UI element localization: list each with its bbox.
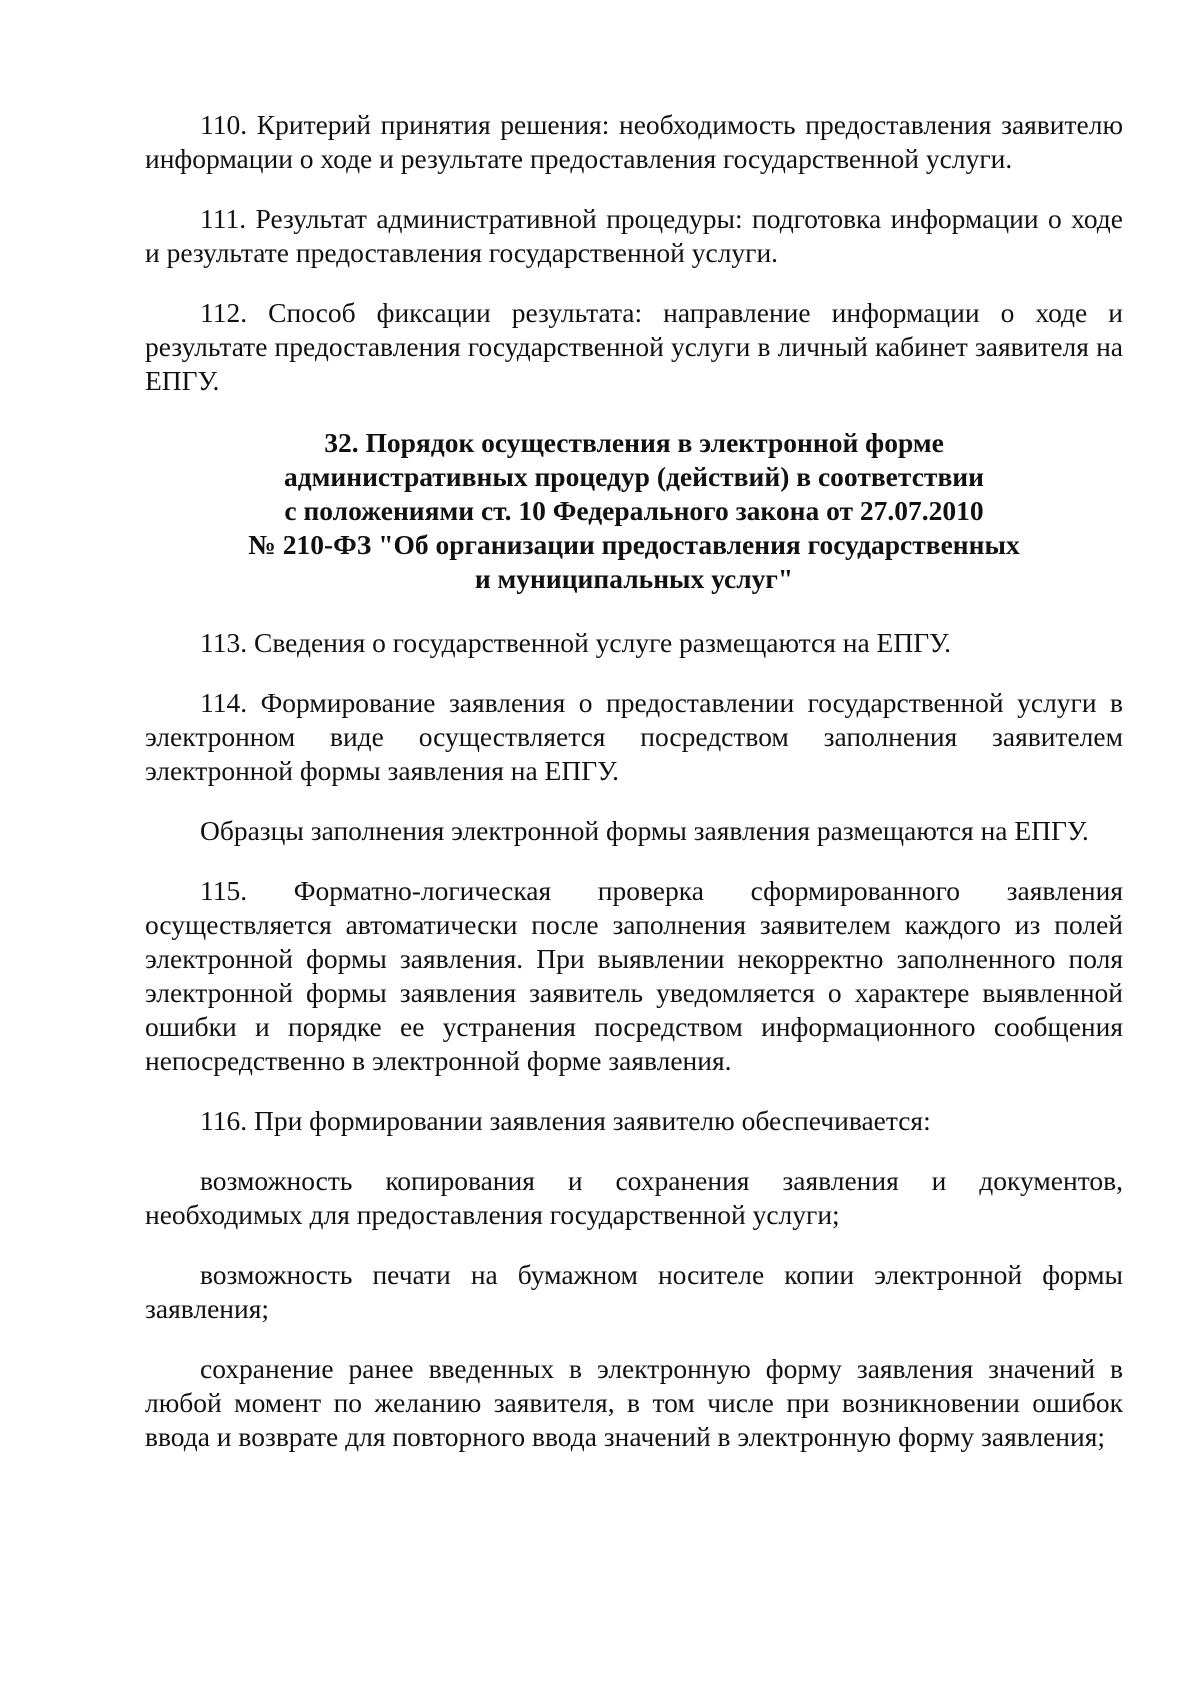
paragraph-115: 115. Форматно-логическая проверка сформированного заявления осуществляется автоматически после заполнения заявителем каждого из полей электронной формы заявления. При выявлении некорректно заполненного поля электронной формы заявления заявитель уведомляется о характере выявленной ошибки и порядке ее устранения посредством информационного сообщения непосредственно в электронной форме заявления. — [145, 875, 1123, 1076]
heading-line: № 210-ФЗ "Об организации предоставления государственных — [248, 529, 1020, 560]
list-item-printing: возможность печати на бумажном носителе копии электронной формы заявления; — [145, 1259, 1123, 1324]
paragraph-110: 110. Критерий принятия решения: необходимость предоставления заявителю информации о ходе и результате предоставления государственной услуги. — [145, 109, 1123, 174]
heading-line: административных процедур (действий) в соответствии — [283, 461, 984, 492]
paragraph-113: 113. Сведения о государственной услуге размещаются на ЕПГУ. — [200, 627, 951, 658]
heading-line: с положениями ст. 10 Федерального закона от 27.07.2010 — [284, 495, 984, 526]
paragraph-114: 114. Формирование заявления о предоставлении государственной услуги в электронном виде осуществляется посредством заполнения заявителем электронной формы заявления на ЕПГУ. — [145, 687, 1123, 786]
paragraph-112: 112. Способ фиксации результата: направление информации о ходе и результате предоставления государственной услуги в личный кабинет заявителя на ЕПГУ. — [145, 297, 1123, 396]
paragraph-116: 116. При формировании заявления заявителю обеспечивается: — [200, 1105, 931, 1136]
list-item-copying: возможность копирования и сохранения заявления и документов, необходимых для предоставления государственной услуги; — [145, 1165, 1123, 1230]
section-heading-32 — [145, 426, 1123, 596]
paragraph-111: 111. Результат административной процедуры: подготовка информации о ходе и результате предоставления государственной услуги. — [145, 203, 1123, 268]
paragraph-samples: Образцы заполнения электронной формы заявления размещаются на ЕПГУ. — [200, 815, 1089, 846]
heading-line: и муниципальных услуг" — [474, 563, 794, 594]
heading-line: 32. Порядок осуществления в электронной форме — [324, 427, 944, 458]
list-item-saving: сохранение ранее введенных в электронную форму заявления значений в любой момент по желанию заявителя, в том числе при возникновении ошибок ввода и возврате для повторного ввода значений в электронную форму заявления; — [145, 1353, 1123, 1452]
document-body — [145, 108, 1123, 1480]
